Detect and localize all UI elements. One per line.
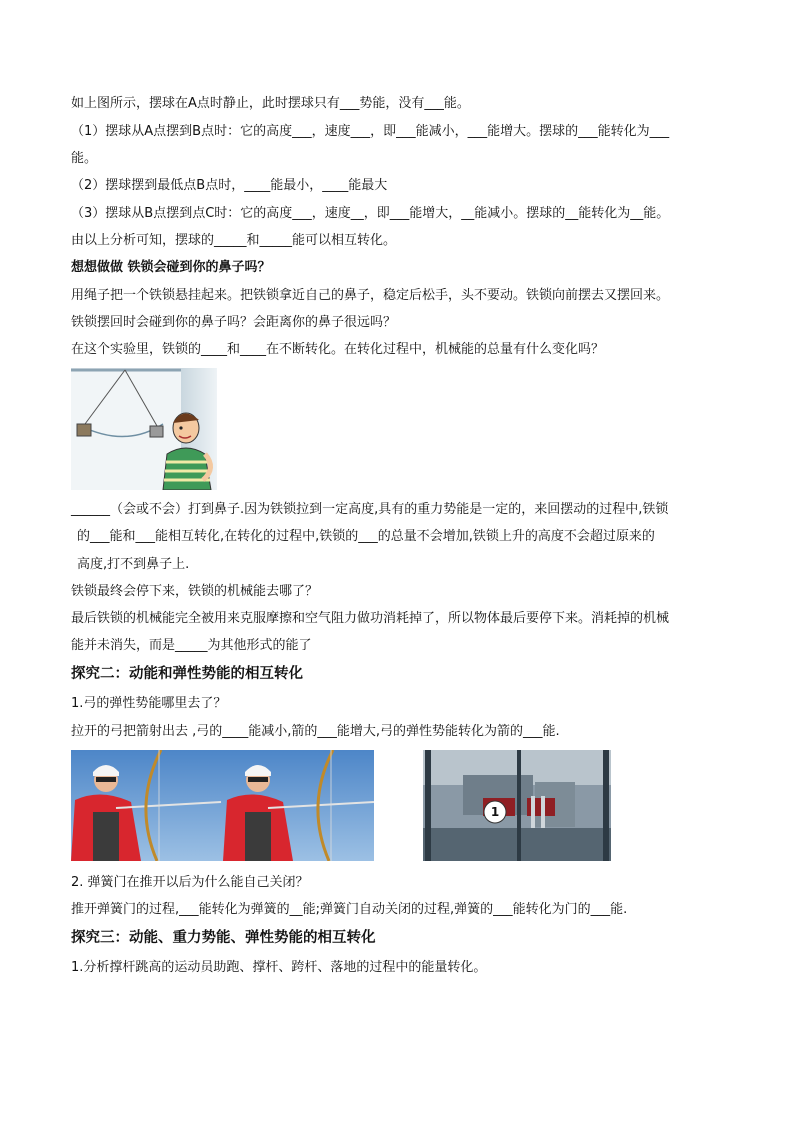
text-line: 铁锁摆回时会碰到你的鼻子吗？会距离你的鼻子很远吗？ xyxy=(71,315,397,330)
text-line: （3）摆球从B点摆到点C时：它的高度___，速度__，即___能增大，__能减小。摆球的__能转化为__能。 xyxy=(71,206,670,221)
text-line: 1.弓的弹性势能哪里去了？ xyxy=(71,696,227,711)
spring-door-photo xyxy=(423,750,611,861)
text-line: 拉开的弓把箭射出去 ,弓的____能减小,箭的___能增大,弓的弹性势能转化为箭的___能. xyxy=(71,724,560,739)
pendulum-lock-illustration xyxy=(71,368,217,490)
text-line: 的___能和___能相互转化,在转化的过程中,铁锁的___的总量不会增加,铁锁上升的高度不会超过原来的 xyxy=(77,529,655,544)
text-line: 能。 xyxy=(71,151,98,166)
section-heading: 探究二：动能和弹性势能的相互转化 xyxy=(71,666,303,682)
text-line: 能并未消失，而是_____为其他形式的能了 xyxy=(71,638,312,653)
text-line: 用绳子把一个铁锁悬挂起来。把铁锁拿近自己的鼻子，稳定后松手，头不要动。铁锁向前摆去又摆回来。 xyxy=(71,288,670,303)
text-line: ______（会或不会）打到鼻子.因为铁锁拉到一定高度,具有的重力势能是一定的，来回摆动的过程中,铁锁 xyxy=(71,502,669,517)
archery-photo xyxy=(71,750,374,861)
text-line: （2）摆球摆到最低点B点时，____能最小，____能最大 xyxy=(71,178,388,193)
text-line: 1.分析撑杆跳高的运动员助跑、撑杆、跨杆、落地的过程中的能量转化。 xyxy=(71,960,487,975)
text-line: 最后铁锁的机械能完全被用来克服摩擦和空气阻力做功消耗掉了，所以物体最后要停下来。消耗掉的机械 xyxy=(71,611,670,626)
text-line: 在这个实验里，铁锁的____和____在不断转化。在转化过程中，机械能的总量有什么变化吗？ xyxy=(71,342,605,357)
text-line: 高度,打不到鼻子上. xyxy=(77,557,190,572)
activity-title: 想想做做 铁锁会碰到你的鼻子吗？ xyxy=(71,260,271,275)
text-line: 由以上分析可知，摆球的_____和_____能可以相互转化。 xyxy=(71,233,397,248)
section-heading: 探究三：动能、重力势能、弹性势能的相互转化 xyxy=(71,930,376,946)
text-line: 推开弹簧门的过程,___能转化为弹簧的__能;弹簧门自动关闭的过程,弹簧的___能转化为门的___能. xyxy=(71,902,628,917)
text-line: 2. 弹簧门在推开以后为什么能自己关闭？ xyxy=(71,875,309,890)
text-line: 如上图所示，摆球在A点时静止，此时摆球只有___势能，没有___能。 xyxy=(71,96,470,111)
text-line: （1）摆球从A点摆到B点时：它的高度___，速度___，即___能减小，___能增大。摆球的___能转化为___ xyxy=(71,124,670,139)
text-line: 铁锁最终会停下来，铁锁的机械能去哪了？ xyxy=(71,584,319,599)
door-number-sign: 1 xyxy=(490,805,500,819)
